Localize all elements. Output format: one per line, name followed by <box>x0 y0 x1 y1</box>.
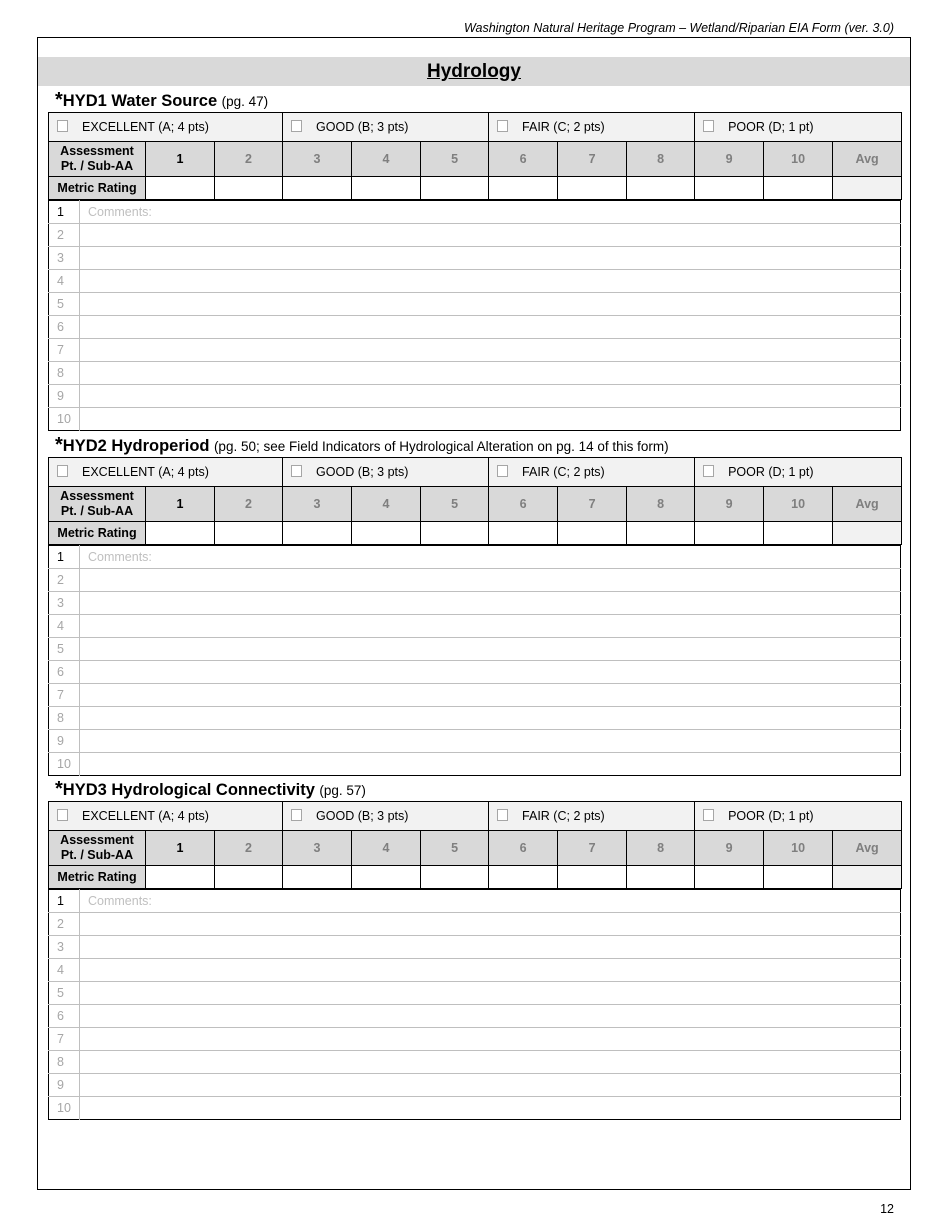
assessment-header-line1: Assessment <box>60 144 134 158</box>
rating-cell[interactable] <box>146 177 215 200</box>
column-header: 7 <box>558 831 627 866</box>
option-label: EXCELLENT (A; 4 pts) <box>82 120 209 134</box>
comment-line-number: 6 <box>49 1005 80 1028</box>
comments-table <box>48 889 901 1120</box>
comment-line-number: 9 <box>49 1074 80 1097</box>
option-label: FAIR (C; 2 pts) <box>522 809 605 823</box>
required-asterisk: * <box>55 434 63 456</box>
rating-cell[interactable] <box>489 522 558 545</box>
rating-cell[interactable] <box>695 522 764 545</box>
rating-avg-cell[interactable] <box>833 522 902 545</box>
comment-line-number: 3 <box>49 936 80 959</box>
rating-cell[interactable] <box>627 522 695 545</box>
rating-cell[interactable] <box>764 866 833 889</box>
comment-line[interactable] <box>80 316 901 339</box>
column-header: 1 <box>146 142 215 177</box>
comment-line[interactable]: Comments: <box>88 205 152 219</box>
rating-cell[interactable] <box>421 177 489 200</box>
comment-line[interactable] <box>80 270 901 293</box>
rating-cell[interactable] <box>627 177 695 200</box>
column-header: 4 <box>352 142 421 177</box>
comment-line[interactable] <box>80 339 901 362</box>
comment-line[interactable] <box>80 913 901 936</box>
comment-line-number: 7 <box>49 339 80 362</box>
rating-cell[interactable] <box>489 866 558 889</box>
comment-line[interactable] <box>80 707 901 730</box>
option-poor[interactable] <box>695 458 902 487</box>
comment-line[interactable] <box>80 982 901 1005</box>
page-header: Washington Natural Heritage Program – Wetland/Riparian EIA Form (ver. 3.0) <box>463 21 894 35</box>
option-label: FAIR (C; 2 pts) <box>522 465 605 479</box>
rating-cell[interactable] <box>146 866 215 889</box>
metric-heading <box>55 88 902 112</box>
fair-checkbox[interactable] <box>497 809 508 821</box>
rating-cell[interactable] <box>558 866 627 889</box>
option-poor[interactable] <box>695 113 902 142</box>
metric-rating-label: Metric Rating <box>49 866 146 889</box>
section-title-band <box>38 57 910 86</box>
option-label: FAIR (C; 2 pts) <box>522 120 605 134</box>
rating-table <box>48 457 902 545</box>
comment-line[interactable] <box>80 661 901 684</box>
comment-line-number: 8 <box>49 1051 80 1074</box>
form-frame <box>37 37 911 1190</box>
comment-line-number: 7 <box>49 1028 80 1051</box>
option-label: POOR (D; 1 pt) <box>728 465 814 479</box>
metric-heading <box>55 433 902 457</box>
rating-cell[interactable] <box>558 177 627 200</box>
comment-line-number: 5 <box>49 293 80 316</box>
column-header: 10 <box>764 142 833 177</box>
assessment-header-line1: Assessment <box>60 489 134 503</box>
comment-line-number: 8 <box>49 707 80 730</box>
option-poor[interactable] <box>695 802 902 831</box>
column-header: 4 <box>352 487 421 522</box>
poor-checkbox[interactable] <box>703 809 714 821</box>
comment-line-number: 1 <box>49 546 80 569</box>
assessment-header-line2: Pt. / Sub-AA <box>60 159 134 173</box>
column-header: 6 <box>489 831 558 866</box>
comment-line-number: 2 <box>49 913 80 936</box>
comments-table <box>48 200 901 431</box>
assessment-header <box>49 142 146 177</box>
excellent-checkbox[interactable] <box>57 120 68 132</box>
metric-heading <box>55 777 902 801</box>
comment-line[interactable] <box>80 730 901 753</box>
metric-hyd3 <box>48 777 902 1120</box>
option-label: GOOD (B; 3 pts) <box>316 465 409 479</box>
option-excellent[interactable] <box>49 802 283 831</box>
page-number: 12 <box>880 1202 894 1216</box>
option-good[interactable] <box>283 802 489 831</box>
comment-line-number: 10 <box>49 1097 80 1120</box>
comment-line[interactable] <box>80 362 901 385</box>
option-label: GOOD (B; 3 pts) <box>316 120 409 134</box>
assessment-header <box>49 831 146 866</box>
comment-line[interactable]: Comments: <box>88 550 152 564</box>
comment-line-number: 4 <box>49 615 80 638</box>
comment-line-number: 9 <box>49 385 80 408</box>
comment-line[interactable] <box>80 936 901 959</box>
metric-rating-label: Metric Rating <box>49 177 146 200</box>
comment-line[interactable] <box>80 592 901 615</box>
comment-line[interactable] <box>80 1051 901 1074</box>
section-title: Hydrology <box>427 61 521 82</box>
metric-hyd2 <box>48 433 902 776</box>
comment-line[interactable] <box>80 1074 901 1097</box>
comment-line[interactable] <box>80 224 901 247</box>
rating-cell[interactable] <box>695 177 764 200</box>
rating-avg-cell[interactable] <box>833 866 902 889</box>
metric-page-note: (pg. 47) <box>221 94 269 109</box>
comment-line-number: 9 <box>49 730 80 753</box>
comment-line[interactable] <box>80 959 901 982</box>
comment-line-number: 4 <box>49 270 80 293</box>
option-label: EXCELLENT (A; 4 pts) <box>82 809 209 823</box>
column-header: 3 <box>283 142 352 177</box>
comment-line[interactable] <box>80 615 901 638</box>
column-header: 9 <box>695 831 764 866</box>
assessment-header <box>49 487 146 522</box>
good-checkbox[interactable] <box>291 120 302 132</box>
rating-table <box>48 112 902 200</box>
good-checkbox[interactable] <box>291 809 302 821</box>
column-header: 3 <box>283 487 352 522</box>
comment-line-number: 6 <box>49 316 80 339</box>
column-header: 9 <box>695 142 764 177</box>
rating-cell[interactable] <box>627 866 695 889</box>
option-excellent[interactable] <box>49 113 283 142</box>
column-header: 4 <box>352 831 421 866</box>
option-fair[interactable] <box>489 458 695 487</box>
poor-checkbox[interactable] <box>703 465 714 477</box>
excellent-checkbox[interactable] <box>57 809 68 821</box>
rating-cell[interactable] <box>489 177 558 200</box>
column-header: 8 <box>627 831 695 866</box>
fair-checkbox[interactable] <box>497 120 508 132</box>
good-checkbox[interactable] <box>291 465 302 477</box>
comment-line-number: 10 <box>49 408 80 431</box>
column-header: 5 <box>421 142 489 177</box>
rating-cell[interactable] <box>558 522 627 545</box>
assessment-header-line1: Assessment <box>60 833 134 847</box>
comment-line[interactable]: Comments: <box>88 894 152 908</box>
comment-line-number: 1 <box>49 201 80 224</box>
comment-line[interactable] <box>80 1028 901 1051</box>
option-fair[interactable] <box>489 802 695 831</box>
column-header: 1 <box>146 831 215 866</box>
option-label: EXCELLENT (A; 4 pts) <box>82 465 209 479</box>
metric-name: HYD2 Hydroperiod <box>62 437 210 455</box>
rating-cell[interactable] <box>421 866 489 889</box>
column-header: 7 <box>558 142 627 177</box>
comment-line-number: 10 <box>49 753 80 776</box>
column-header: 2 <box>215 142 283 177</box>
metric-page-note: (pg. 57) <box>319 783 366 798</box>
metric-page-note: (pg. 50; see Field Indicators of Hydrological Alteration on pg. 14 of this form) <box>213 439 669 454</box>
comment-line[interactable] <box>80 1005 901 1028</box>
column-header: 8 <box>627 142 695 177</box>
fair-checkbox[interactable] <box>497 465 508 477</box>
rating-cell[interactable] <box>146 522 215 545</box>
rating-avg-cell[interactable] <box>833 177 902 200</box>
option-excellent[interactable] <box>49 458 283 487</box>
comment-line-number: 3 <box>49 592 80 615</box>
required-asterisk: * <box>55 89 63 111</box>
comment-line[interactable] <box>80 753 901 776</box>
comment-line[interactable] <box>80 247 901 270</box>
rating-cell[interactable] <box>215 522 283 545</box>
assessment-header-line2: Pt. / Sub-AA <box>60 848 134 862</box>
column-header: 2 <box>215 831 283 866</box>
column-header: 8 <box>627 487 695 522</box>
excellent-checkbox[interactable] <box>57 465 68 477</box>
comment-line-number: 2 <box>49 569 80 592</box>
column-header-avg: Avg <box>833 142 902 177</box>
comment-line-number: 5 <box>49 982 80 1005</box>
column-header: 1 <box>146 487 215 522</box>
option-label: GOOD (B; 3 pts) <box>316 809 409 823</box>
rating-cell[interactable] <box>215 177 283 200</box>
comment-line[interactable] <box>80 569 901 592</box>
column-header: 9 <box>695 487 764 522</box>
rating-table <box>48 801 902 889</box>
comments-table <box>48 545 901 776</box>
metric-name: HYD1 Water Source <box>62 92 218 110</box>
rating-cell[interactable] <box>352 177 421 200</box>
column-header-avg: Avg <box>833 831 902 866</box>
column-header: 10 <box>764 487 833 522</box>
metric-name: HYD3 Hydrological Connectivity <box>62 781 315 799</box>
option-label: POOR (D; 1 pt) <box>728 809 814 823</box>
option-label: POOR (D; 1 pt) <box>728 120 814 134</box>
rating-cell[interactable] <box>764 522 833 545</box>
comment-line[interactable] <box>80 293 901 316</box>
rating-cell[interactable] <box>695 866 764 889</box>
rating-cell[interactable] <box>421 522 489 545</box>
column-header: 3 <box>283 831 352 866</box>
comment-line-number: 8 <box>49 362 80 385</box>
rating-cell[interactable] <box>215 866 283 889</box>
comment-line-number: 7 <box>49 684 80 707</box>
comment-line[interactable] <box>80 408 901 431</box>
rating-cell[interactable] <box>352 866 421 889</box>
metric-hyd1 <box>48 88 902 431</box>
assessment-header-line2: Pt. / Sub-AA <box>60 504 134 518</box>
rating-cell[interactable] <box>283 177 352 200</box>
metric-rating-label: Metric Rating <box>49 522 146 545</box>
column-header: 6 <box>489 487 558 522</box>
column-header: 2 <box>215 487 283 522</box>
rating-cell[interactable] <box>764 177 833 200</box>
poor-checkbox[interactable] <box>703 120 714 132</box>
required-asterisk: * <box>55 778 63 800</box>
comment-line[interactable] <box>80 1097 901 1120</box>
column-header: 5 <box>421 831 489 866</box>
column-header: 7 <box>558 487 627 522</box>
column-header: 10 <box>764 831 833 866</box>
rating-cell[interactable] <box>283 866 352 889</box>
comment-line-number: 2 <box>49 224 80 247</box>
rating-cell[interactable] <box>283 522 352 545</box>
option-good[interactable] <box>283 458 489 487</box>
comment-line-number: 4 <box>49 959 80 982</box>
comment-line-number: 1 <box>49 890 80 913</box>
comment-line[interactable] <box>80 638 901 661</box>
column-header: 5 <box>421 487 489 522</box>
comment-line[interactable] <box>80 684 901 707</box>
rating-cell[interactable] <box>352 522 421 545</box>
comment-line-number: 3 <box>49 247 80 270</box>
column-header: 6 <box>489 142 558 177</box>
comment-line-number: 6 <box>49 661 80 684</box>
column-header-avg: Avg <box>833 487 902 522</box>
option-fair[interactable] <box>489 113 695 142</box>
comment-line-number: 5 <box>49 638 80 661</box>
comment-line[interactable] <box>80 385 901 408</box>
option-good[interactable] <box>283 113 489 142</box>
